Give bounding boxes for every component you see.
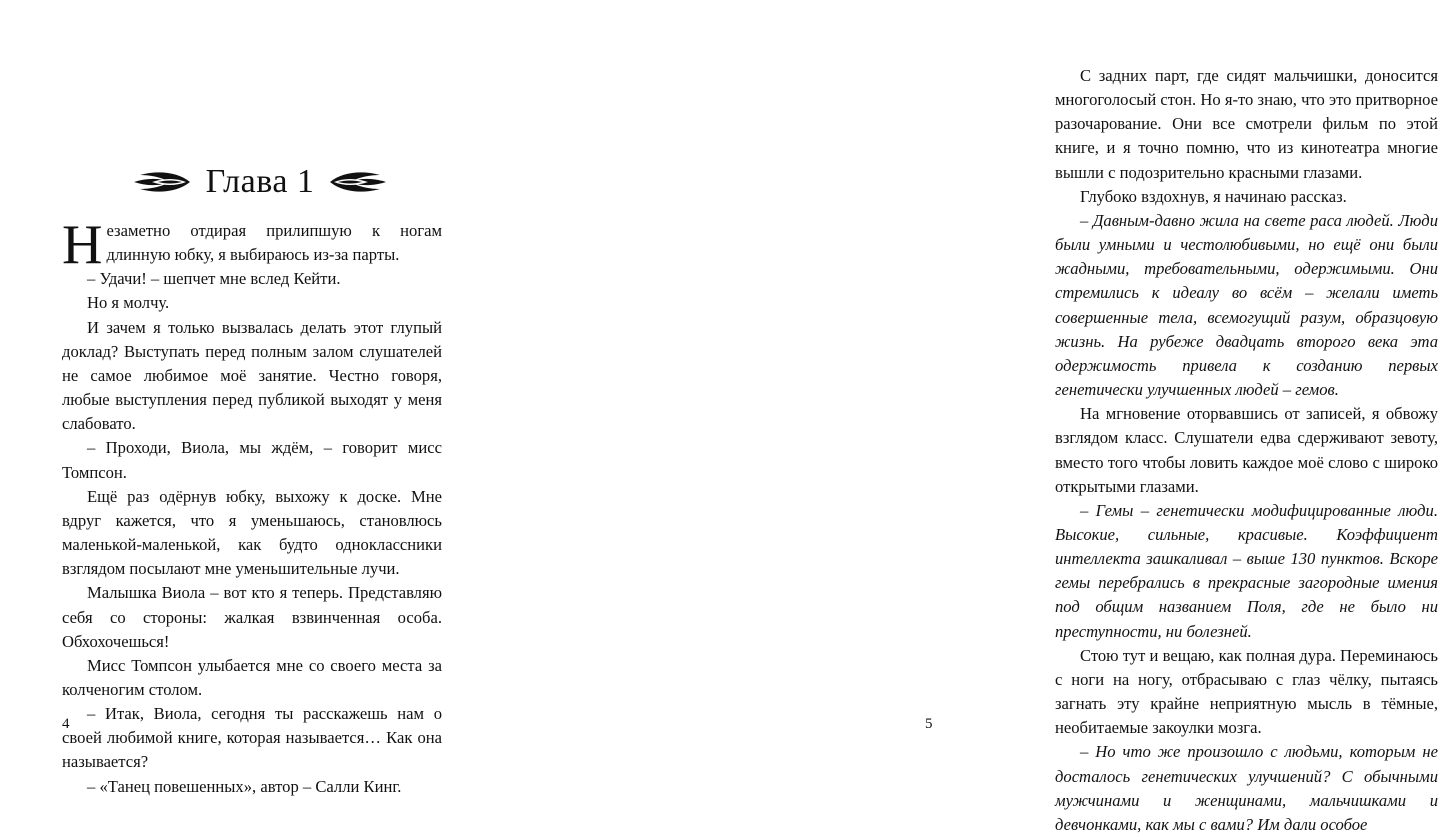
right-page	[500, 0, 1438, 834]
paragraph: Мисс Томпсон улыбается мне со своего места за колченогим столом.	[62, 655, 442, 699]
paragraph: – Удачи! – шепчет мне вслед Кейти.	[87, 269, 341, 289]
paragraph: Ещё раз одёрнув юбку, выхожу к доске. Мне вдруг кажется, что я уменьшаюсь, становлюсь маленькой-маленькой, как будто одноклассники взглядом посылают мне уменьшительные лучи.	[62, 486, 442, 579]
left-text-column	[62, 214, 442, 799]
paragraph-italic: – Гемы – генетически модифицированные люди. Высокие, сильные, красивые. Коэффициент интеллекта зашкаливал – выше 130 пунктов. Вскоре гемы перебрались в прекрасные загородные имения под общим названием Поля, где не было ни преступности, ни болезней.	[1055, 500, 1438, 641]
left-page	[0, 0, 500, 796]
page-number-right: 5	[925, 716, 933, 732]
paragraph: На мгновение оторвавшись от записей, я обвожу взглядом класс. Слушатели едва сдерживают зевоту, вместо того чтобы ловить каждое моё слово с широко открытыми глазами.	[1055, 404, 1438, 496]
paragraph: Глубоко вздохнув, я начинаю рассказ.	[1080, 186, 1347, 206]
right-text-column	[1055, 64, 1438, 837]
flourish-ornament-left-icon	[130, 167, 192, 197]
flourish-ornament-right-icon	[328, 167, 390, 197]
paragraph: – Итак, Виола, сегодня ты расскажешь нам о своей любимой книге, которая называется… Как она называется?	[62, 704, 442, 772]
paragraph: Малышка Виола – вот кто я теперь. Представляю себя со стороны: жалкая взвинченная особа. Обхохочешься!	[62, 583, 442, 651]
paragraph: – Проходи, Виола, мы ждём, – говорит мисс Томпсон.	[62, 438, 442, 482]
paragraph: Но я молчу.	[87, 293, 170, 313]
paragraph: Стою тут и вещаю, как полная дура. Переминаюсь с ноги на ногу, отбрасываю с глаз чёлку, пытаясь загнать эту крайне неприятную мысль в тёмные, необитаемые закоулки мозга.	[1055, 645, 1438, 738]
chapter-title: Глава 1	[205, 163, 315, 200]
paragraph: И зачем я только вызвалась делать этот глупый доклад? Выступать перед полным залом слушателей не самое любимое моё занятие. Честно говоря, любые выступления перед публикой выходят у меня слабовато.	[62, 317, 442, 434]
paragraph: С задних парт, где сидят мальчишки, доносится многоголосый стон. Но я-то знаю, что это притворное разочарование. Они все смотрели фильм по этой книге, и я точно помню, что из кинотеатра многие вышли с подозрительно красными глазами.	[1055, 66, 1438, 182]
paragraph: Незаметно отдирая прилипшую к ногам длинную юбку, я выбираюсь из-за парты.	[62, 214, 442, 276]
paragraph-italic: – Но что же произошло с людьми, которым не досталось генетических улучшений? С обычными мужчинами и женщинами, мальчишками и девчонками, как мы с вами? Им дали особое	[1055, 742, 1438, 834]
drop-cap: Н	[62, 214, 103, 276]
paragraph: – «Танец повешенных», автор – Салли Кинг.	[87, 776, 402, 796]
paragraph-italic: – Давным-давно жила на свете раса людей. Люди были умными и честолюбивыми, но ещё они были жадными, требовательными, одержимыми. Они стремились к идеалу во всём – желали иметь совершенные тела, всемогущий разум, образцовую жизнь. На рубеже двадцать второго века эта одержимость привела к созданию первых генетически улучшенных людей – гемов.	[1055, 210, 1438, 400]
chapter-heading	[120, 160, 400, 204]
page-number-left: 4	[62, 716, 70, 732]
